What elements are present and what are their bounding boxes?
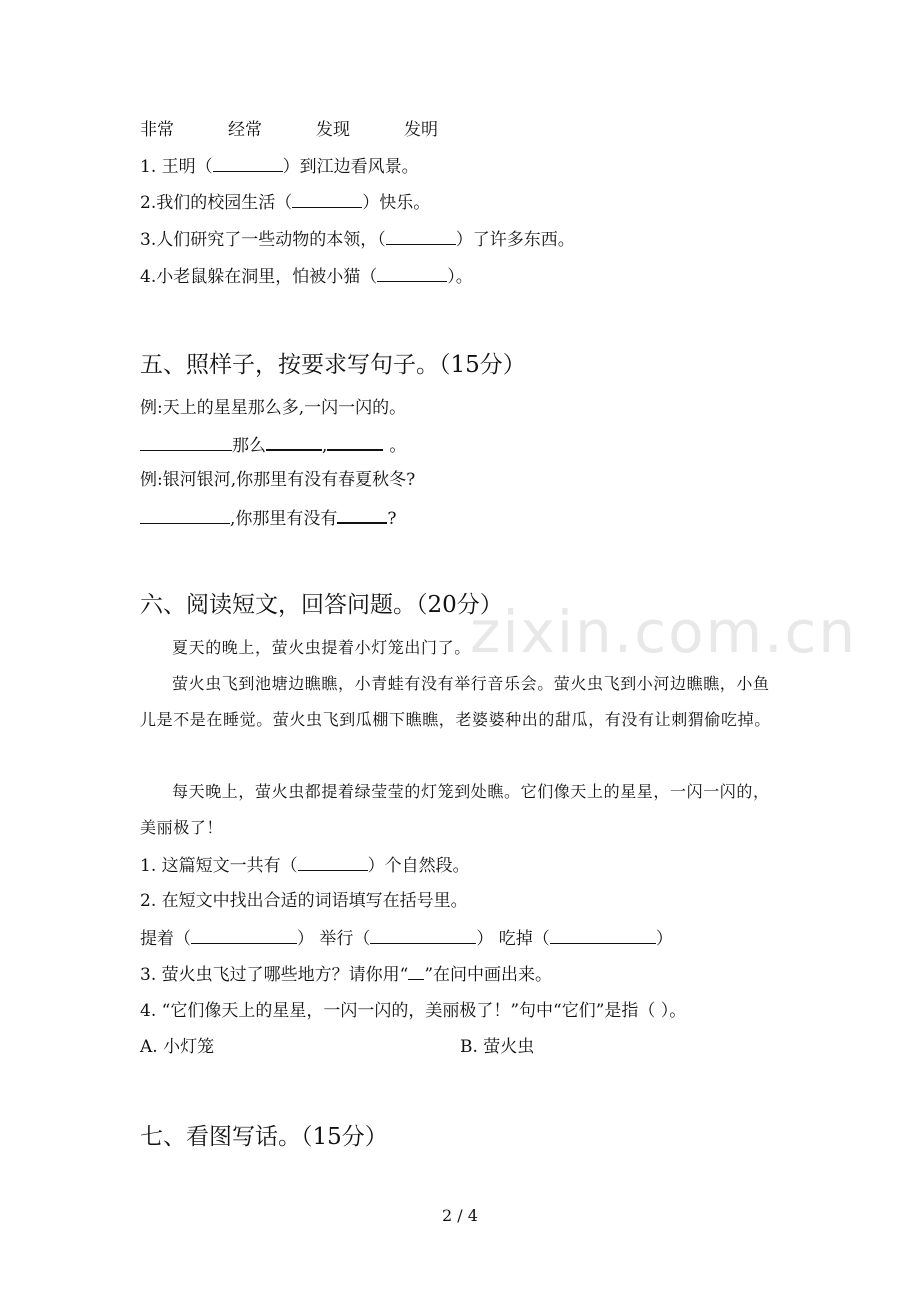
fill-question-3: 3.人们研究了一些动物的本领，（ ）了许多东西。 bbox=[140, 227, 575, 252]
reading-paragraph-2: 萤火虫飞到池塘边瞧瞧，小青蛙有没有举行音乐会。萤火虫飞到小河边瞧瞧，小鱼儿是不是在睡觉。萤火虫飞到瓜棚下瞧瞧，老婆婆种出的甜瓜，有没有让刺猬偷吃掉。 bbox=[140, 674, 771, 729]
answer-blank[interactable] bbox=[298, 853, 368, 871]
word-answer-line: 提着（ ） 举行（ ） 吃掉（ ） bbox=[140, 926, 673, 951]
fill-question-1: 1. 王明（ ）到江边看风景。 bbox=[140, 154, 419, 179]
section-7-heading: 七、看图写话。（15分） bbox=[140, 1124, 388, 1150]
word-bank-item: 发现 bbox=[316, 120, 350, 140]
answer-blank[interactable] bbox=[370, 926, 476, 944]
answer-blank[interactable] bbox=[386, 227, 456, 245]
word-bank-item: 经常 bbox=[228, 120, 262, 140]
example-sentence-1: 例:天上的星星那么多,一闪一闪的。 bbox=[140, 398, 407, 418]
word-bank-item: 非常 bbox=[140, 120, 174, 140]
word-bank-item: 发明 bbox=[404, 120, 438, 140]
example-sentence-2: 例:银河银河,你那里有没有春夏秋冬? bbox=[140, 470, 416, 490]
reading-paragraph-1: 夏天的晚上，萤火虫提着小灯笼出门了。 bbox=[172, 638, 471, 657]
reading-question-4: 4. “它们像天上的星星，一闪一闪的，美丽极了！”句中“它们”是指（ ）。 bbox=[140, 1001, 687, 1021]
choice-options bbox=[140, 1035, 780, 1059]
fill-question-2: 2.我们的校园生活（ ）快乐。 bbox=[140, 190, 430, 215]
section-5-heading: 五、照样子，按要求写句子。（15分） bbox=[140, 352, 526, 378]
reading-question-3: 3. 萤火虫飞过了哪些地方？请你用“ ”在问中画出来。 bbox=[140, 962, 552, 987]
answer-blank[interactable] bbox=[213, 154, 283, 172]
answer-blank[interactable] bbox=[292, 190, 362, 208]
rewrite-line-2: ,你那里有没有 ? bbox=[140, 505, 397, 531]
answer-blank[interactable] bbox=[140, 506, 230, 524]
section-6-heading: 六、阅读短文，回答问题。（20分） bbox=[140, 592, 503, 618]
answer-blank[interactable] bbox=[337, 505, 387, 524]
watermark: zixin.com.cn bbox=[470, 598, 858, 666]
answer-blank[interactable] bbox=[191, 926, 297, 944]
option-b[interactable]: B. 萤火虫 bbox=[460, 1037, 535, 1057]
answer-blank[interactable] bbox=[140, 433, 232, 451]
answer-blank[interactable] bbox=[377, 264, 447, 282]
fill-question-4: 4.小老鼠躲在洞里，怕被小猫（ ）。 bbox=[140, 264, 473, 289]
word-bank bbox=[140, 118, 492, 142]
reading-paragraph-3: 每天晚上，萤火虫都提着绿莹莹的灯笼到处瞧。它们像天上的星星，一闪一闪的，美丽极了！ bbox=[140, 782, 770, 837]
answer-blank[interactable] bbox=[266, 432, 322, 451]
reading-question-2: 2. 在短文中找出合适的词语填写在括号里。 bbox=[140, 891, 468, 911]
reading-question-1: 1. 这篇短文一共有（ ）个自然段。 bbox=[140, 853, 470, 878]
option-a[interactable]: A. 小灯笼 bbox=[140, 1037, 215, 1057]
rewrite-line-1: 那么 , 。 bbox=[140, 432, 406, 458]
page-number: 2 / 4 bbox=[442, 1206, 478, 1225]
underline-mark bbox=[408, 962, 424, 980]
answer-blank[interactable] bbox=[550, 926, 656, 944]
answer-blank[interactable] bbox=[327, 432, 383, 451]
